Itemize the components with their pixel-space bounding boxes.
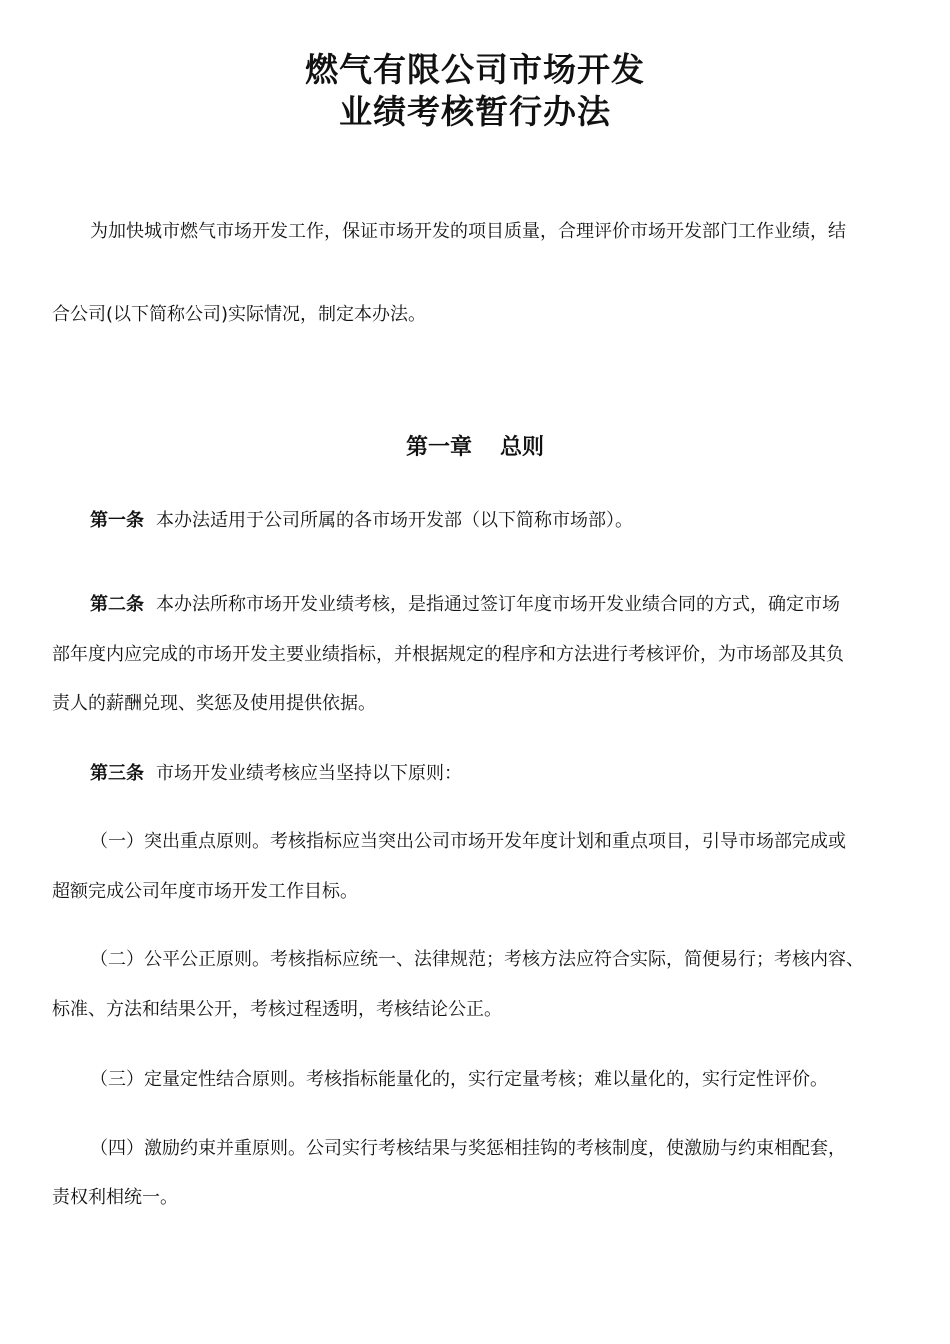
article-2-line1 [90,590,840,616]
article-3-line1 [90,759,462,785]
article-text: 本办法所称市场开发业绩考核，是指通过签订年度市场开发业绩合同的方式，确定市场 [156,594,840,615]
article-label: 第二条 [90,594,144,615]
document-title-line2: 业绩考核暂行办法 [339,92,611,131]
article-label: 第一条 [90,510,144,531]
principle-1-line2: 超额完成公司年度市场开发工作目标。 [52,881,358,902]
principle-4-line1: （四）激励约束并重原则。公司实行考核结果与奖惩相挂钩的考核制度，使激励与约束相配套， [90,1138,846,1159]
article-2-line2: 部年度内应完成的市场开发主要业绩指标，并根据规定的程序和方法进行考核评价，为市场部及其负 [52,644,844,665]
document-title-line1: 燃气有限公司市场开发 [305,50,645,89]
intro-line1: 为加快城市燃气市场开发工作，保证市场开发的项目质量，合理评价市场开发部门工作业绩，结 [90,221,846,242]
principle-3-line1: （三）定量定性结合原则。考核指标能量化的，实行定量考核；难以量化的，实行定性评价。 [90,1069,828,1090]
principle-1-line1: （一）突出重点原则。考核指标应当突出公司市场开发年度计划和重点项目，引导市场部完成或 [90,831,846,852]
chapter-name: 总则 [500,435,545,460]
principle-2-line2: 标准、方法和结果公开，考核过程透明，考核结论公正。 [52,999,502,1020]
chapter-number: 第一章 [405,435,472,460]
principle-2-line1: （二）公平公正原则。考核指标应统一、法律规范；考核方法应符合实际，简便易行；考核内容、 [90,949,864,970]
article-1-line1 [90,506,633,532]
article-label: 第三条 [90,763,144,784]
chapter-heading [0,430,950,461]
article-text: 本办法适用于公司所属的各市场开发部（以下简称市场部）。 [156,510,633,531]
article-2-line3: 责人的薪酬兑现、奖惩及使用提供依据。 [52,693,376,714]
article-text: 市场开发业绩考核应当坚持以下原则： [156,763,462,784]
intro-line2: 合公司(以下简称公司)实际情况，制定本办法。 [52,304,427,325]
principle-4-line2: 责权利相统一。 [52,1187,178,1208]
